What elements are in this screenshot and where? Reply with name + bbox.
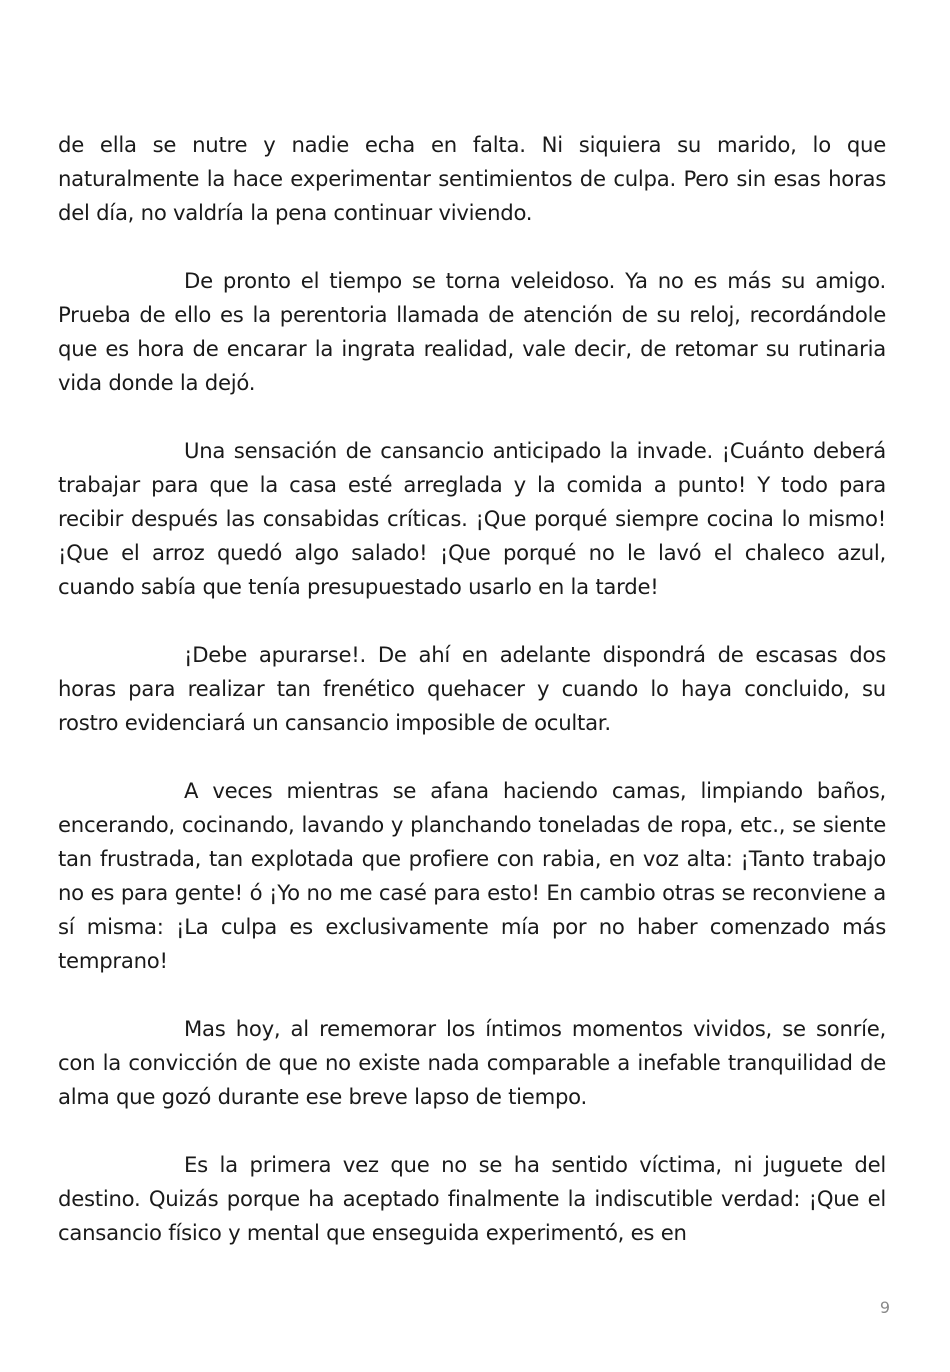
paragraph-6: Mas hoy, al rememorar los íntimos momentos vividos, se sonríe, con la convicción de que no existe nada comparable a inefable tranquilidad de alma que gozó durante ese breve lapso de tiempo.	[58, 1016, 886, 1109]
paragraph-4: ¡Debe apurarse!. De ahí en adelante dispondrá de escasas dos horas para realizar tan frenético quehacer y cuando lo haya concluido, su rostro evidenciará un cansancio imposible de ocultar.	[58, 642, 886, 735]
page-body	[58, 128, 886, 1284]
paragraph-3: Una sensación de cansancio anticipado la invade. ¡Cuánto deberá trabajar para que la casa esté arreglada y la comida a punto! Y todo para recibir después las consabidas críticas. ¡Que porqué siempre cocina lo mismo! ¡Que el arroz quedó algo salado! ¡Que porqué no le lavó el chaleco azul, cuando sabía que tenía presupuestado usarlo en la tarde!	[58, 438, 886, 599]
page-number: 9	[879, 1298, 891, 1317]
paragraph-1: de ella se nutre y nadie echa en falta. Ni siquiera su marido, lo que naturalmente la hace experimentar sentimientos de culpa. Pero sin esas horas del día, no valdría la pena continuar viviendo.	[58, 132, 886, 225]
paragraph-7: Es la primera vez que no se ha sentido víctima, ni juguete del destino. Quizás porque ha aceptado finalmente la indiscutible verdad: ¡Que el cansancio físico y mental que enseguida experimentó, es en	[58, 1152, 886, 1245]
paragraph-5: A veces mientras se afana haciendo camas, limpiando baños, encerando, cocinando, lavando y planchando toneladas de ropa, etc., se siente tan frustrada, tan explotada que profiere con rabia, en voz alta: ¡Tanto trabajo no es para gente! ó ¡Yo no me casé para esto! En cambio otras se reconviene a sí misma: ¡La culpa es exclusivamente mía por no haber comenzado más temprano!	[58, 778, 886, 973]
paragraph-2: De pronto el tiempo se torna veleidoso. Ya no es más su amigo. Prueba de ello es la perentoria llamada de atención de su reloj, recordándole que es hora de encarar la ingrata realidad, vale decir, de retomar su rutinaria vida donde la dejó.	[58, 268, 886, 395]
